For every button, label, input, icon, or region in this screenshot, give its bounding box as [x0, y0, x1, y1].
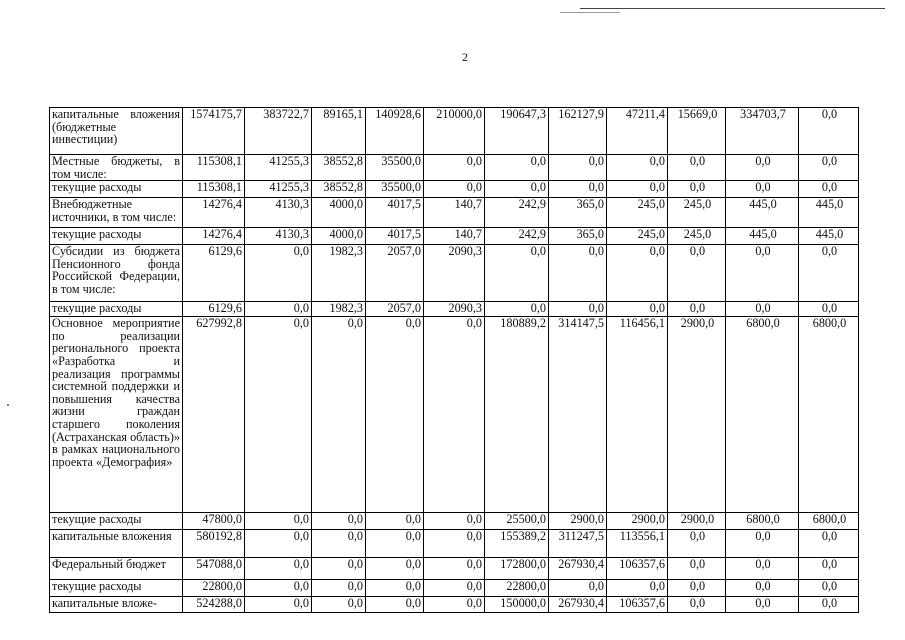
value-cell: 47800,0	[183, 513, 245, 530]
value-cell: 0,0	[424, 558, 485, 580]
value-cell: 1982,3	[312, 245, 366, 302]
value-cell: 0,0	[245, 245, 312, 302]
row-label: Субсидии из бюджета Пенсионного фонда Российской Федерации, в том числе:	[50, 245, 183, 302]
value-cell: 0,0	[799, 245, 859, 302]
table-row	[50, 597, 859, 613]
value-cell: 365,0	[549, 228, 607, 245]
value-cell: 0,0	[424, 317, 485, 513]
scan-artifact-dot	[7, 404, 9, 406]
value-cell: 0,0	[424, 580, 485, 597]
value-cell: 35500,0	[366, 155, 424, 181]
value-cell: 2900,0	[668, 513, 726, 530]
value-cell: 0,0	[799, 530, 859, 558]
value-cell: 245,0	[607, 228, 668, 245]
table-row	[50, 198, 859, 228]
value-cell: 445,0	[799, 228, 859, 245]
value-cell: 267930,4	[549, 597, 607, 613]
row-label: Местные бюджеты, в том числе:	[50, 155, 183, 181]
value-cell: 4000,0	[312, 198, 366, 228]
value-cell: 4130,3	[245, 198, 312, 228]
value-cell: 41255,3	[245, 155, 312, 181]
value-cell: 0,0	[668, 302, 726, 317]
scan-artifact-line	[580, 8, 885, 9]
value-cell: 4130,3	[245, 228, 312, 245]
value-cell: 0,0	[366, 513, 424, 530]
scan-artifact-line	[560, 12, 620, 13]
value-cell: 22800,0	[485, 580, 549, 597]
value-cell: 445,0	[726, 228, 799, 245]
value-cell: 0,0	[424, 597, 485, 613]
value-cell: 0,0	[726, 245, 799, 302]
value-cell: 0,0	[485, 155, 549, 181]
row-label: капитальные вложения	[50, 530, 183, 558]
value-cell: 0,0	[366, 317, 424, 513]
value-cell: 314147,5	[549, 317, 607, 513]
table-row	[50, 558, 859, 580]
value-cell: 0,0	[799, 181, 859, 198]
value-cell: 0,0	[245, 597, 312, 613]
value-cell: 4017,5	[366, 228, 424, 245]
value-cell: 0,0	[726, 558, 799, 580]
value-cell: 0,0	[245, 558, 312, 580]
value-cell: 0,0	[668, 181, 726, 198]
value-cell: 0,0	[726, 155, 799, 181]
value-cell: 0,0	[607, 302, 668, 317]
value-cell: 2900,0	[668, 317, 726, 513]
value-cell: 383722,7	[245, 108, 312, 155]
row-label: текущие расходы	[50, 580, 183, 597]
value-cell: 106357,6	[607, 558, 668, 580]
value-cell: 210000,0	[424, 108, 485, 155]
value-cell: 113556,1	[607, 530, 668, 558]
value-cell: 140,7	[424, 228, 485, 245]
value-cell: 0,0	[485, 181, 549, 198]
value-cell: 89165,1	[312, 108, 366, 155]
value-cell: 0,0	[549, 155, 607, 181]
value-cell: 365,0	[549, 198, 607, 228]
value-cell: 0,0	[726, 597, 799, 613]
value-cell: 140928,6	[366, 108, 424, 155]
value-cell: 245,0	[668, 228, 726, 245]
value-cell: 38552,8	[312, 155, 366, 181]
value-cell: 245,0	[668, 198, 726, 228]
value-cell: 0,0	[799, 580, 859, 597]
value-cell: 0,0	[607, 181, 668, 198]
value-cell: 2900,0	[549, 513, 607, 530]
value-cell: 0,0	[366, 558, 424, 580]
value-cell: 25500,0	[485, 513, 549, 530]
value-cell: 0,0	[799, 155, 859, 181]
value-cell: 0,0	[668, 580, 726, 597]
value-cell: 0,0	[312, 530, 366, 558]
value-cell: 14276,4	[183, 228, 245, 245]
value-cell: 0,0	[549, 181, 607, 198]
value-cell: 0,0	[726, 302, 799, 317]
value-cell: 115308,1	[183, 155, 245, 181]
value-cell: 150000,0	[485, 597, 549, 613]
value-cell: 580192,8	[183, 530, 245, 558]
value-cell: 2057,0	[366, 245, 424, 302]
value-cell: 0,0	[312, 513, 366, 530]
value-cell: 0,0	[799, 108, 859, 155]
value-cell: 0,0	[424, 530, 485, 558]
value-cell: 35500,0	[366, 181, 424, 198]
value-cell: 445,0	[726, 198, 799, 228]
value-cell: 0,0	[245, 530, 312, 558]
value-cell: 115308,1	[183, 181, 245, 198]
value-cell: 172800,0	[485, 558, 549, 580]
value-cell: 0,0	[607, 245, 668, 302]
row-label: Внебюджетные источники, в том числе:	[50, 198, 183, 228]
value-cell: 2900,0	[607, 513, 668, 530]
value-cell: 14276,4	[183, 198, 245, 228]
value-cell: 15669,0	[668, 108, 726, 155]
value-cell: 0,0	[485, 302, 549, 317]
value-cell: 0,0	[312, 558, 366, 580]
value-cell: 41255,3	[245, 181, 312, 198]
value-cell: 0,0	[668, 155, 726, 181]
value-cell: 0,0	[366, 597, 424, 613]
value-cell: 116456,1	[607, 317, 668, 513]
value-cell: 0,0	[668, 245, 726, 302]
value-cell: 0,0	[366, 580, 424, 597]
value-cell: 0,0	[366, 530, 424, 558]
value-cell: 190647,3	[485, 108, 549, 155]
value-cell: 0,0	[549, 302, 607, 317]
table-row	[50, 530, 859, 558]
value-cell: 4017,5	[366, 198, 424, 228]
value-cell: 0,0	[245, 302, 312, 317]
value-cell: 180889,2	[485, 317, 549, 513]
value-cell: 0,0	[312, 580, 366, 597]
value-cell: 0,0	[549, 580, 607, 597]
row-label: текущие расходы	[50, 228, 183, 245]
row-label: капитальные вложе-	[50, 597, 183, 613]
value-cell: 0,0	[245, 513, 312, 530]
value-cell: 2090,3	[424, 302, 485, 317]
value-cell: 1574175,7	[183, 108, 245, 155]
value-cell: 162127,9	[549, 108, 607, 155]
value-cell: 0,0	[726, 580, 799, 597]
value-cell: 106357,6	[607, 597, 668, 613]
value-cell: 0,0	[424, 155, 485, 181]
value-cell: 267930,4	[549, 558, 607, 580]
value-cell: 2090,3	[424, 245, 485, 302]
value-cell: 242,9	[485, 228, 549, 245]
value-cell: 524288,0	[183, 597, 245, 613]
value-cell: 627992,8	[183, 317, 245, 513]
value-cell: 242,9	[485, 198, 549, 228]
row-label: текущие расходы	[50, 302, 183, 317]
table-row	[50, 228, 859, 245]
table-row	[50, 302, 859, 317]
value-cell: 547088,0	[183, 558, 245, 580]
value-cell: 4000,0	[312, 228, 366, 245]
table-row	[50, 245, 859, 302]
value-cell: 0,0	[668, 530, 726, 558]
table-row	[50, 513, 859, 530]
value-cell: 6129,6	[183, 245, 245, 302]
value-cell: 0,0	[424, 181, 485, 198]
value-cell: 245,0	[607, 198, 668, 228]
row-label: капитальные вложения (бюджетные инвестиции)	[50, 108, 183, 155]
table-row	[50, 108, 859, 155]
value-cell: 0,0	[799, 302, 859, 317]
row-label: текущие расходы	[50, 181, 183, 198]
value-cell: 0,0	[245, 580, 312, 597]
budget-table	[49, 107, 859, 613]
value-cell: 6129,6	[183, 302, 245, 317]
value-cell: 0,0	[607, 580, 668, 597]
value-cell: 0,0	[668, 597, 726, 613]
value-cell: 0,0	[485, 245, 549, 302]
table-row	[50, 155, 859, 181]
value-cell: 140,7	[424, 198, 485, 228]
value-cell: 155389,2	[485, 530, 549, 558]
value-cell: 2057,0	[366, 302, 424, 317]
value-cell: 445,0	[799, 198, 859, 228]
table-row	[50, 181, 859, 198]
value-cell: 0,0	[549, 245, 607, 302]
value-cell: 334703,7	[726, 108, 799, 155]
value-cell: 0,0	[607, 155, 668, 181]
row-label: текущие расходы	[50, 513, 183, 530]
value-cell: 6800,0	[726, 513, 799, 530]
value-cell: 6800,0	[726, 317, 799, 513]
value-cell: 0,0	[726, 530, 799, 558]
value-cell: 38552,8	[312, 181, 366, 198]
value-cell: 0,0	[312, 317, 366, 513]
value-cell: 0,0	[245, 317, 312, 513]
value-cell: 47211,4	[607, 108, 668, 155]
value-cell: 1982,3	[312, 302, 366, 317]
value-cell: 0,0	[799, 558, 859, 580]
value-cell: 0,0	[312, 597, 366, 613]
value-cell: 0,0	[424, 513, 485, 530]
page-number: 2	[462, 50, 468, 64]
table-row	[50, 317, 859, 513]
value-cell: 0,0	[726, 181, 799, 198]
value-cell: 0,0	[799, 597, 859, 613]
row-label: Основное мероприятие по реализации регионального проекта «Разработка и реализация программы системной поддержки и повышения качества жизни граждан старшего поколения (Астраханская область)» в рамках национального проекта «Демография»	[50, 317, 183, 513]
value-cell: 22800,0	[183, 580, 245, 597]
value-cell: 6800,0	[799, 513, 859, 530]
value-cell: 6800,0	[799, 317, 859, 513]
value-cell: 0,0	[668, 558, 726, 580]
table-row	[50, 580, 859, 597]
value-cell: 311247,5	[549, 530, 607, 558]
row-label: Федеральный бюджет	[50, 558, 183, 580]
